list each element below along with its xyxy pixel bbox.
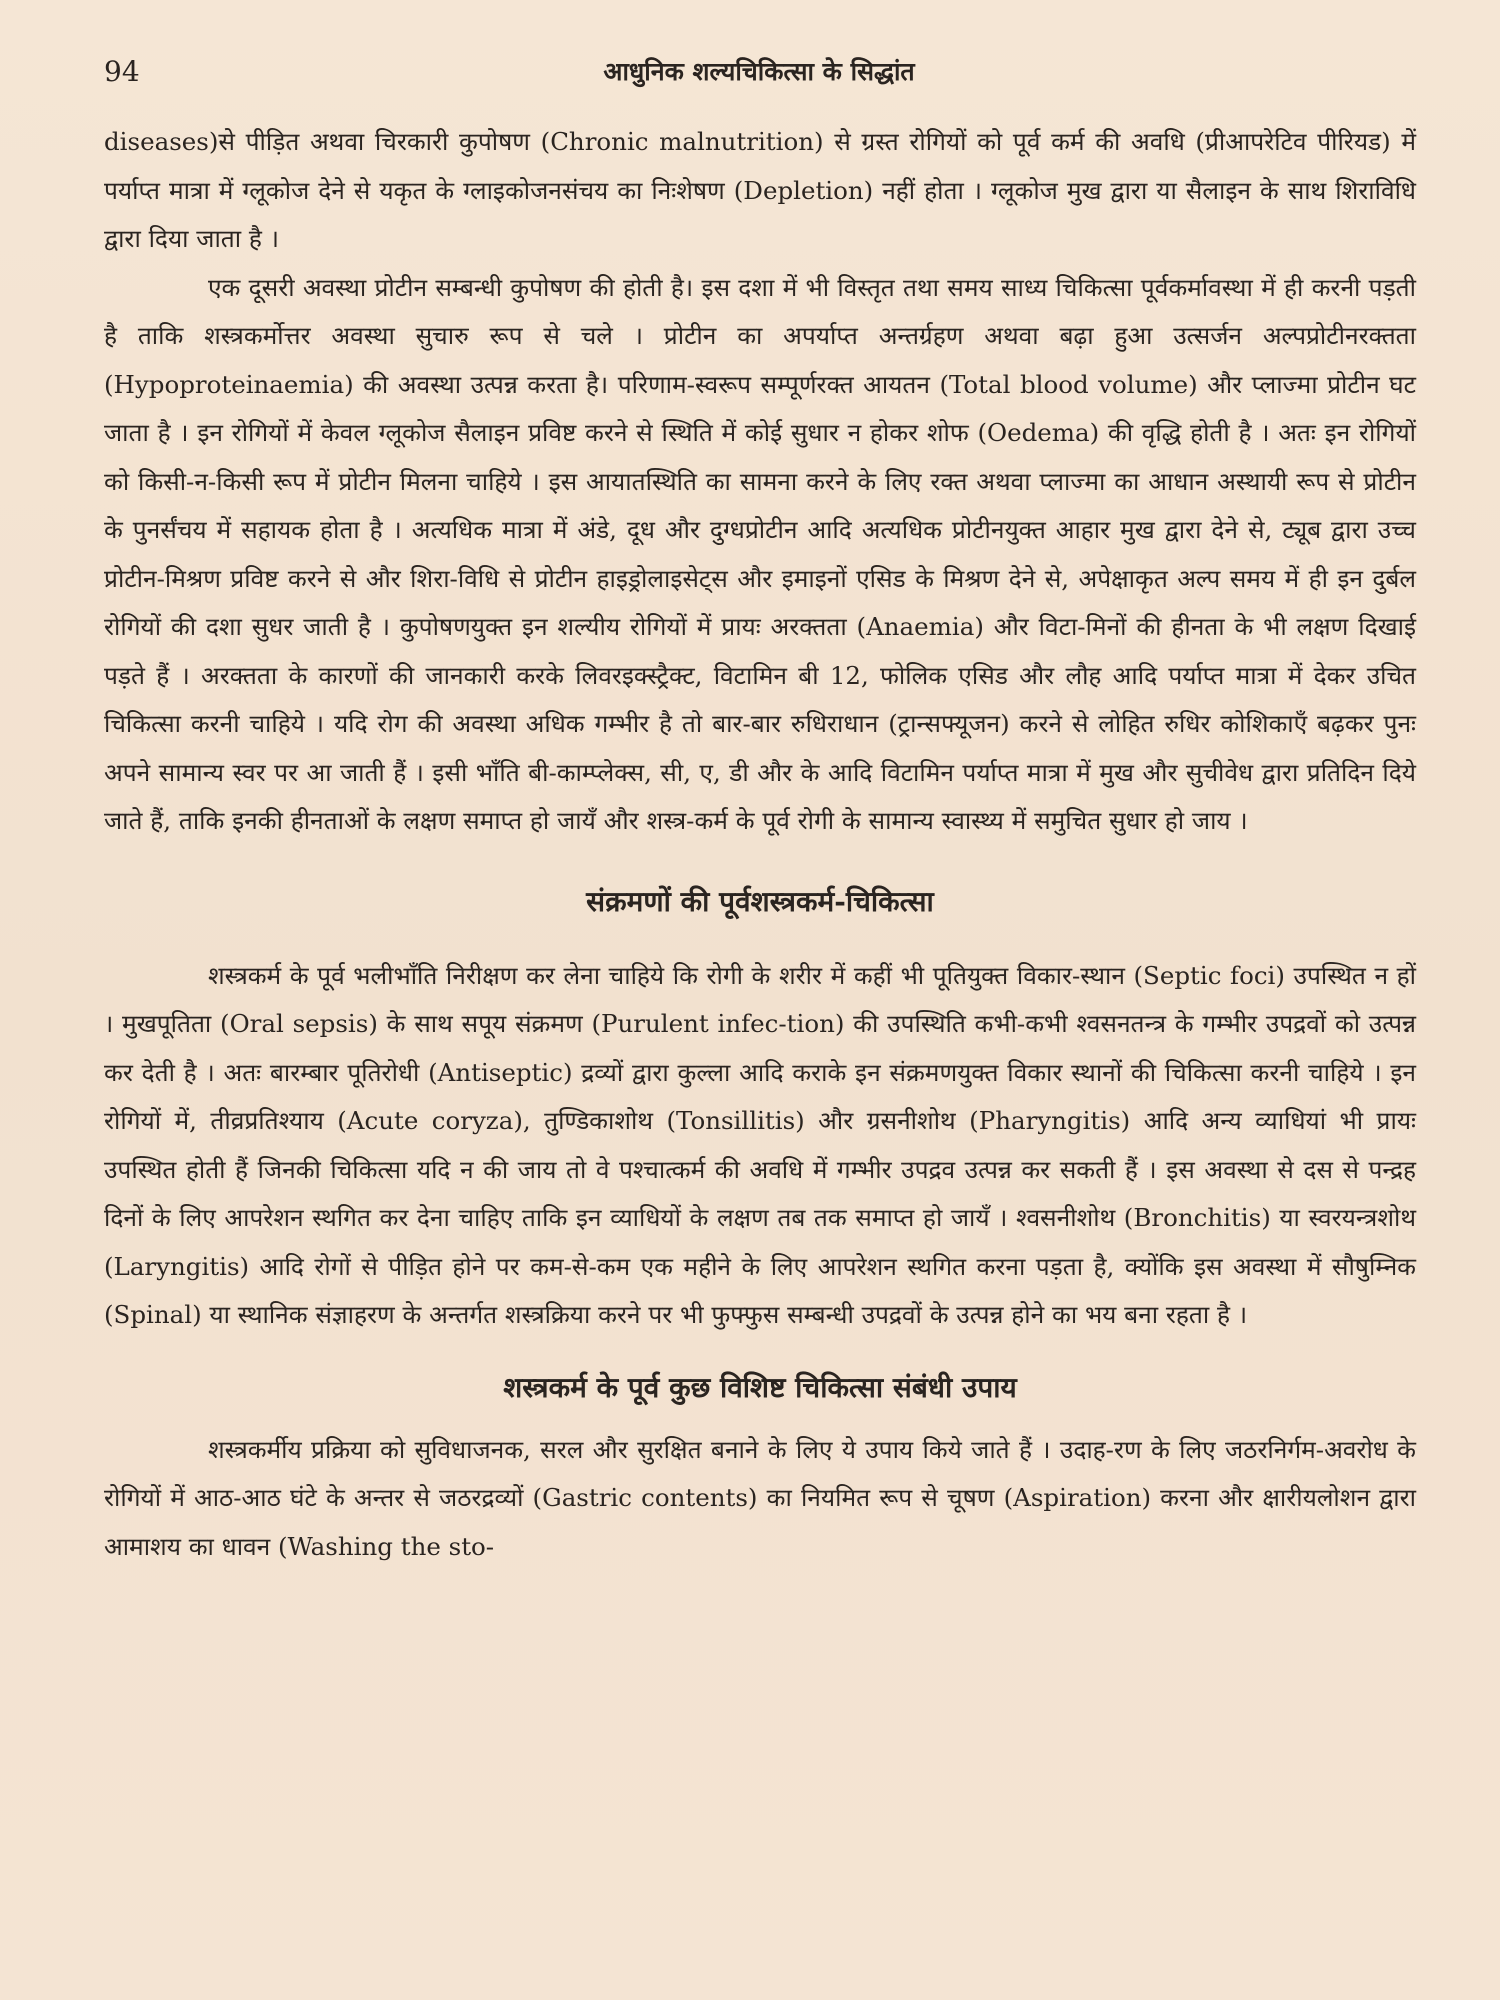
section-heading-infections: संक्रमणों की पूर्वशस्त्रकर्म-चिकित्सा — [586, 884, 934, 918]
page-number: 94 — [104, 55, 140, 88]
paragraph-glucose-continuation: diseases)से पीड़ित अथवा चिरकारी कुपोषण (Chronic malnutrition) से ग्रस्त रोगियों को पूर्व कर्म की अवधि (प्रीआपरेटिव पीरियड) में पर्याप्त मात्रा में ग्लूकोज देने से यकृत के ग्लाइकोजनसंचय का निःशेषण (Depletion) नहीं होता । ग्लूकोज मुख द्वारा या सैलाइन के साथ शिराविधि द्वारा दिया जाता है । — [104, 127, 1416, 253]
section-heading-special-measures: शस्त्रकर्म के पूर्व कुछ विशिष्ट चिकित्सा संबंधी उपाय — [503, 1370, 1017, 1404]
paragraph-special-measures: शस्त्रकर्मीय प्रक्रिया को सुविधाजनक, सरल और सुरक्षित बनाने के लिए ये उपाय किये जाते हैं । उदाह-रण के लिए जठरनिर्गम-अवरोध के रोगियों में आठ-आठ घंटे के अन्तर से जठरद्रव्यों (Gastric contents) का नियमित रूप से चूषण (Aspiration) करना और क्षारीयलोशन द्वारा आमाशय का धावन (Washing the sto- — [104, 1434, 1416, 1561]
paragraph-infections: शस्त्रकर्म के पूर्व भलीभाँति निरीक्षण कर लेना चाहिये कि रोगी के शरीर में कहीं भी पूतियुक्त विकार-स्थान (Septic foci) उपस्थित न हों । मुखपूतिता (Oral sepsis) के साथ सपूय संक्रमण (Purulent infec-tion) की उपस्थिति कभी-कभी श्वसनतन्त्र के गम्भीर उपद्रवों को उत्पन्न कर देती है । अतः बारम्बार पूतिरोधी (Antiseptic) द्रव्यों द्वारा कुल्ला आदि कराके इन संक्रमणयुक्त विकार स्थानों की चिकित्सा करनी चाहिये । इन रोगियों में, तीव्रप्रतिश्याय (Acute coryza), तुण्डिकाशोथ (Tonsillitis) और ग्रसनीशोथ (Pharyngitis) आदि अन्य व्याधियां भी प्रायः उपस्थित होती हैं जिनकी चिकित्सा यदि न की जाय तो वे पश्चात्कर्म की अवधि में गम्भीर उपद्रव उत्पन्न कर सकती हैं । इस अवस्था से दस से पन्द्रह दिनों के लिए आपरेशन स्थगित कर देना चाहिए ताकि इन व्याधियों के लक्षण तब तक समाप्त हो जायँ । श्वसनीशोथ (Bronchitis) या स्वरयन्त्रशोथ (Laryngitis) आदि रोगों से पीड़ित होने पर कम-से-कम एक महीने के लिए आपरेशन स्थगित करना पड़ता है, क्योंकि इस अवस्था में सौषुम्निक (Spinal) या स्थानिक संज्ञाहरण के अन्तर्गत शस्त्रक्रिया करने पर भी फुफ्फुस सम्बन्धी उपद्रवों के उत्पन्न होने का भय बना रहता है । — [104, 960, 1416, 1329]
page-header — [104, 52, 1414, 96]
page-body — [104, 118, 1416, 1571]
running-title: आधुनिक शल्यचिकित्सा के सिद्धांत — [603, 57, 915, 86]
paragraph-protein-malnutrition: एक दूसरी अवस्था प्रोटीन सम्बन्धी कुपोषण की होती है। इस दशा में भी विस्तृत तथा समय साध्य चिकित्सा पूर्वकर्मावस्था में ही करनी पड़ती है ताकि शस्त्रकर्मोत्तर अवस्था सुचारु रूप से चले । प्रोटीन का अपर्याप्त अन्तर्ग्रहण अथवा बढ़ा हुआ उत्सर्जन अल्पप्रोटीनरक्तता (Hypoproteinaemia) की अवस्था उत्पन्न करता है। परिणाम-स्वरूप सम्पूर्णरक्त आयतन (Total blood volume) और प्लाज्मा प्रोटीन घट जाता है । इन रोगियों में केवल ग्लूकोज सैलाइन प्रविष्ट करने से स्थिति में कोई सुधार न होकर शोफ (Oedema) की वृद्धि होती है । अतः इन रोगियों को किसी-न-किसी रूप में प्रोटीन मिलना चाहिये । इस आयातस्थिति का सामना करने के लिए रक्त अथवा प्लाज्मा का आधान अस्थायी रूप से प्रोटीन के पुनर्संचय में सहायक होता है । अत्यधिक मात्रा में अंडे, दूध और दुग्धप्रोटीन आदि अत्यधिक प्रोटीनयुक्त आहार मुख द्वारा देने से, ट्यूब द्वारा उच्च प्रोटीन-मिश्रण प्रविष्ट करने से और शिरा-विधि से प्रोटीन हाइड्रोलाइसेट्स और इमाइनों एसिड के मिश्रण देने से, अपेक्षाकृत अल्प समय में ही इन दुर्बल रोगियों की दशा सुधर जाती है । कुपोषणयुक्त इन शल्यीय रोगियों में प्रायः अरक्तता (Anaemia) और विटा-मिनों की हीनता के भी लक्षण दिखाई पड़ते हैं । अरक्तता के कारणों की जानकारी करके लिवरइक्स्ट्रैक्ट, विटामिन बी 12, फोलिक एसिड और लौह आदि पर्याप्त मात्रा में देकर उचित चिकित्सा करनी चाहिये । यदि रोग की अवस्था अधिक गम्भीर है तो बार-बार रुधिराधान (ट्रान्सफ्यूजन) करने से लोहित रुधिर कोशिकाएँ बढ़कर पुनः अपने सामान्य स्वर पर आ जाती हैं । इसी भाँति बी-काम्प्लेक्स, सी, ए, डी और के आदि विटामिन पर्याप्त मात्रा में मुख और सुचीवेध द्वारा प्रतिदिन दिये जाते हैं, ताकि इनकी हीनताओं के लक्षण समाप्त हो जायँ और शस्त्र-कर्म के पूर्व रोगी के सामान्य स्वास्थ्य में समुचित सुधार हो जाय । — [104, 272, 1416, 835]
